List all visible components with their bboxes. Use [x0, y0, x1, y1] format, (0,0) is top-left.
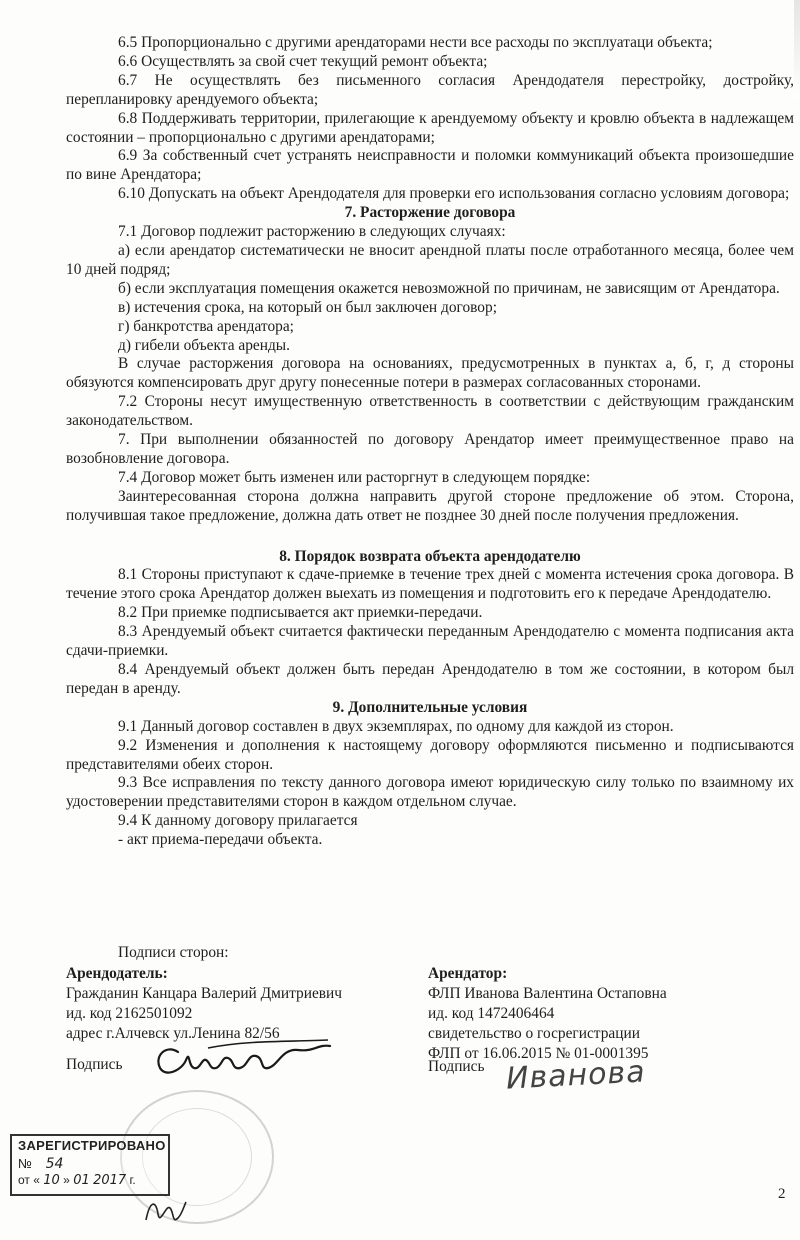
- clause-7-1: 7.1 Договор подлежит расторжению в следующих случаях:: [118, 223, 506, 241]
- clause-7-compensation: В случае расторжения договора на основаниях, предусмотренных в пунктах а, б, г, д стороны обязуются компенсировать друг другу понесенные потери в размерах согласованных сторонами.: [66, 355, 794, 392]
- clause-7-2: 7.2 Стороны несут имущественную ответственность в соответствии с действующим гражданским законодательством.: [66, 393, 794, 430]
- scan-edge-shadow: [794, 0, 800, 100]
- clause-7-1-v: в) истечения срока, на который он был заключен договор;: [118, 298, 497, 316]
- tenant-cert: свидетельство о госрегистрации: [428, 1025, 640, 1042]
- tenant-block: [428, 964, 788, 1064]
- clause-6-6: 6.6 Осуществлять за свой счет текущий ремонт объекта;: [118, 52, 488, 70]
- section-9-title: 9. Дополнительные условия: [332, 698, 528, 716]
- clause-7-4-text: Заинтересованная сторона должна направить другой стороне предложение об этом. Сторона, получившая такое предложение, должна дать ответ не позднее 30 дней после получения предложения.: [66, 487, 794, 524]
- clause-6-10: 6.10 Допускать на объект Арендодателя для проверки его использования согласно условиям договора;: [118, 185, 790, 203]
- clause-7-1-a: а) если арендатор систематически не вносит арендной платы после отработанного месяца, более чем 10 дней подряд;: [66, 241, 794, 278]
- section-7-title: 7. Расторжение договора: [344, 204, 516, 222]
- clause-7-4: 7.4 Договор может быть изменен или расторгнут в следующем порядке:: [118, 468, 591, 486]
- clause-6-7: 6.7 Не осуществлять без письменного согласия Арендодателя перестройку, достройку, перепланировку арендуемого объекта;: [66, 71, 794, 108]
- contract-body: [66, 34, 794, 850]
- registration-number-value: 54: [45, 1156, 64, 1172]
- clause-8-2: 8.2 При приемке подписывается акт приемки-передачи.: [118, 604, 483, 622]
- clause-9-1: 9.1 Данный договор составлен в двух экземплярах, по одному для каждой из сторон.: [118, 717, 674, 735]
- clause-7-1-g: г) банкротства арендатора;: [118, 317, 294, 335]
- landlord-signature: [148, 1030, 348, 1080]
- clause-6-8: 6.8 Поддерживать территории, прилегающие к арендуемому объекту и кровлю объекта в надлежащем состоянии – пропорционально с другими арендаторами;: [66, 109, 794, 146]
- landlord-address: адрес г.Алчевск ул.Ленина 82/56: [66, 1025, 280, 1042]
- landlord-name: Гражданин Канцара Валерий Дмитриевич: [66, 985, 343, 1002]
- registration-date: от « 10 » 01 2017 г.: [18, 1173, 136, 1188]
- clause-7-1-b: б) если эксплуатация помещения окажется невозможной по причинам, не зависящим от Арендатора.: [118, 279, 780, 297]
- tenant-name: ФЛП Иванова Валентина Остаповна: [428, 985, 667, 1002]
- landlord-sign-label: Подпись: [66, 1056, 123, 1073]
- registration-day: 10: [43, 1173, 60, 1188]
- section-8-title: 8. Порядок возврата объекта арендодателю: [279, 547, 581, 565]
- landlord-role: Арендодатель:: [66, 965, 168, 982]
- registration-stamp: [10, 1134, 170, 1196]
- tenant-role: Арендатор:: [428, 965, 508, 982]
- tenant-id: ид. код 1472406464: [428, 1005, 555, 1022]
- landlord-id: ид. код 2162501092: [66, 1005, 193, 1022]
- clause-6-5: 6.5 Пропорционально с другими арендаторами нести все расходы по эксплуатаци объекта;: [118, 34, 713, 51]
- clause-7-1-d: д) гибели объекта аренды.: [118, 336, 290, 354]
- clause-8-3: 8.3 Арендуемый объект считается фактически переданным Арендодателю с момента подписания акта сдачи-приемки.: [66, 623, 794, 660]
- registration-month: 01: [73, 1173, 90, 1188]
- signatures-title: Подписи сторон:: [118, 944, 229, 961]
- clause-8-1: 8.1 Стороны приступают к сдаче-приемке в течение трех дней с момента истечения срока договора. В течение этого срока Арендатор должен выехать из помещения и подготовить его к передаче Арендодателю.: [66, 566, 794, 603]
- tenant-signature: Иванова: [505, 1054, 647, 1097]
- tenant-cert-no: ФЛП от 16.06.2015 № 01-0001395: [428, 1045, 649, 1062]
- tenant-sign-label: Подпись: [428, 1058, 485, 1075]
- page-number: 2: [778, 1186, 786, 1202]
- clause-9-3: 9.3 Все исправления по тексту данного договора имеют юридическую силу только по взаимному их удостоверении представителями сторон в каждом отдельном случае.: [66, 774, 794, 811]
- registration-title: ЗАРЕГИСТРИРОВАНО: [18, 1138, 166, 1153]
- registration-year: 2017: [93, 1173, 127, 1188]
- registrar-initials: [140, 1190, 190, 1230]
- clause-9-4: 9.4 К данному договору прилагается: [118, 812, 358, 830]
- clause-7-3: 7. При выполнении обязанностей по договору Арендатор имеет преимущественное право на возобновление договора.: [66, 431, 794, 467]
- registration-number: № 54: [18, 1156, 64, 1172]
- clause-9-2: 9.2 Изменения и дополнения к настоящему договору оформляются письменно и подписываются представителями обеих сторон.: [66, 736, 794, 773]
- clause-9-4-item: - акт приема-передачи объекта.: [118, 831, 323, 849]
- clause-8-4: 8.4 Арендуемый объект должен быть передан Арендодателю в том же состоянии, в котором был передан в аренду.: [66, 661, 794, 697]
- clause-6-9: 6.9 За собственный счет устранять неисправности и поломки коммуникаций объекта произошедшие по вине Арендатора;: [66, 147, 794, 184]
